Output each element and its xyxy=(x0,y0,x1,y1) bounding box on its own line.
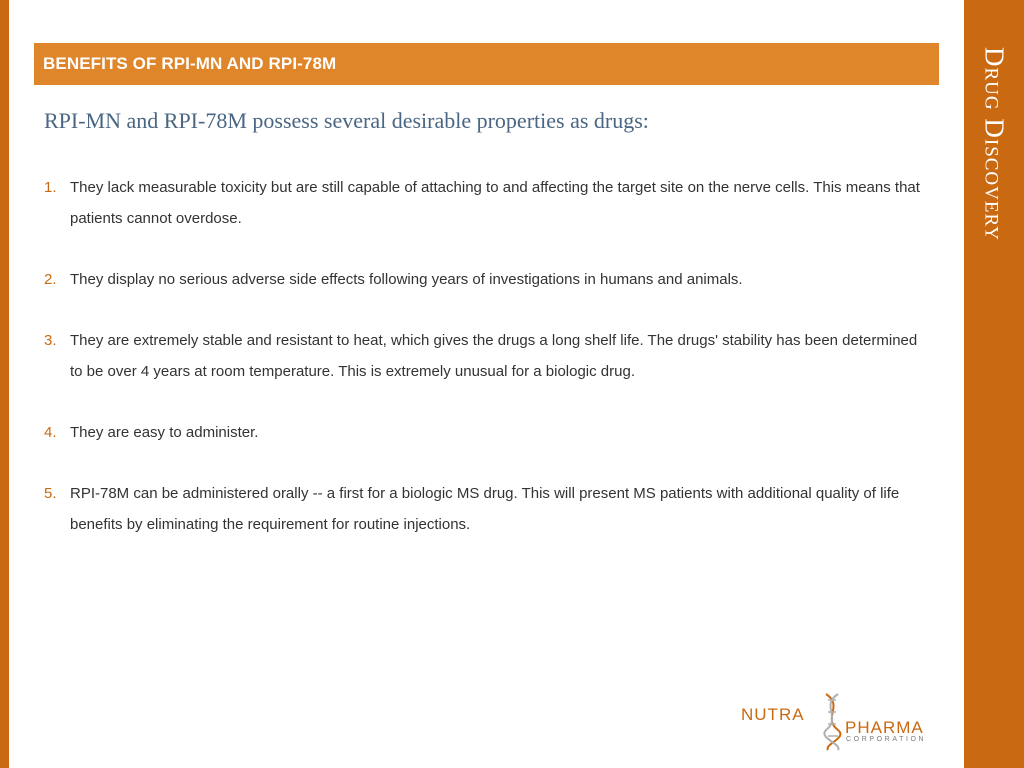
logo-word-corporation: CORPORATION xyxy=(846,736,927,743)
logo-word-pharma: PHARMA xyxy=(845,718,924,737)
list-item-text: They lack measurable toxicity but are still capable of attaching to and affecting the target site on the nerve cells. This means that patients cannot overdose. xyxy=(70,179,920,227)
subtitle: RPI-MN and RPI-78M possess several desirable properties as drugs: xyxy=(44,108,649,133)
list-item-number: 3. xyxy=(44,332,57,349)
list-item xyxy=(44,325,924,387)
page-title: BENEFITS OF RPI-MN AND RPI-78M xyxy=(43,54,337,73)
left-accent-bar xyxy=(0,0,9,768)
list-item xyxy=(44,478,924,540)
company-logo xyxy=(740,692,940,752)
list-item-text: They are easy to administer. xyxy=(70,424,259,441)
list-item-number: 2. xyxy=(44,271,57,288)
side-title xyxy=(964,0,1024,768)
list-item-number: 1. xyxy=(44,179,57,196)
list-item xyxy=(44,172,924,234)
benefits-list xyxy=(44,172,924,570)
dna-helix-icon xyxy=(818,692,848,752)
list-item-text: They are extremely stable and resistant to heat, which gives the drugs a long shelf life. The drugs' stability has been determined to be over 4 years at room temperature. This is extremely unusual for a biologic drug. xyxy=(70,332,918,380)
list-item-text: RPI-78M can be administered orally -- a first for a biologic MS drug. This will present MS patients with additional quality of life benefits by eliminating the requirement for routine injections. xyxy=(70,485,900,533)
list-item-number: 5. xyxy=(44,485,57,502)
logo-word-nutra: NUTRA xyxy=(741,705,805,724)
list-item-number: 4. xyxy=(44,424,57,441)
list-item-text: They display no serious adverse side effects following years of investigations in humans and animals. xyxy=(70,271,743,288)
list-item xyxy=(44,417,924,448)
side-title-text: Drug Discovery xyxy=(979,47,1010,241)
list-item xyxy=(44,264,924,295)
header-bar xyxy=(34,43,939,85)
